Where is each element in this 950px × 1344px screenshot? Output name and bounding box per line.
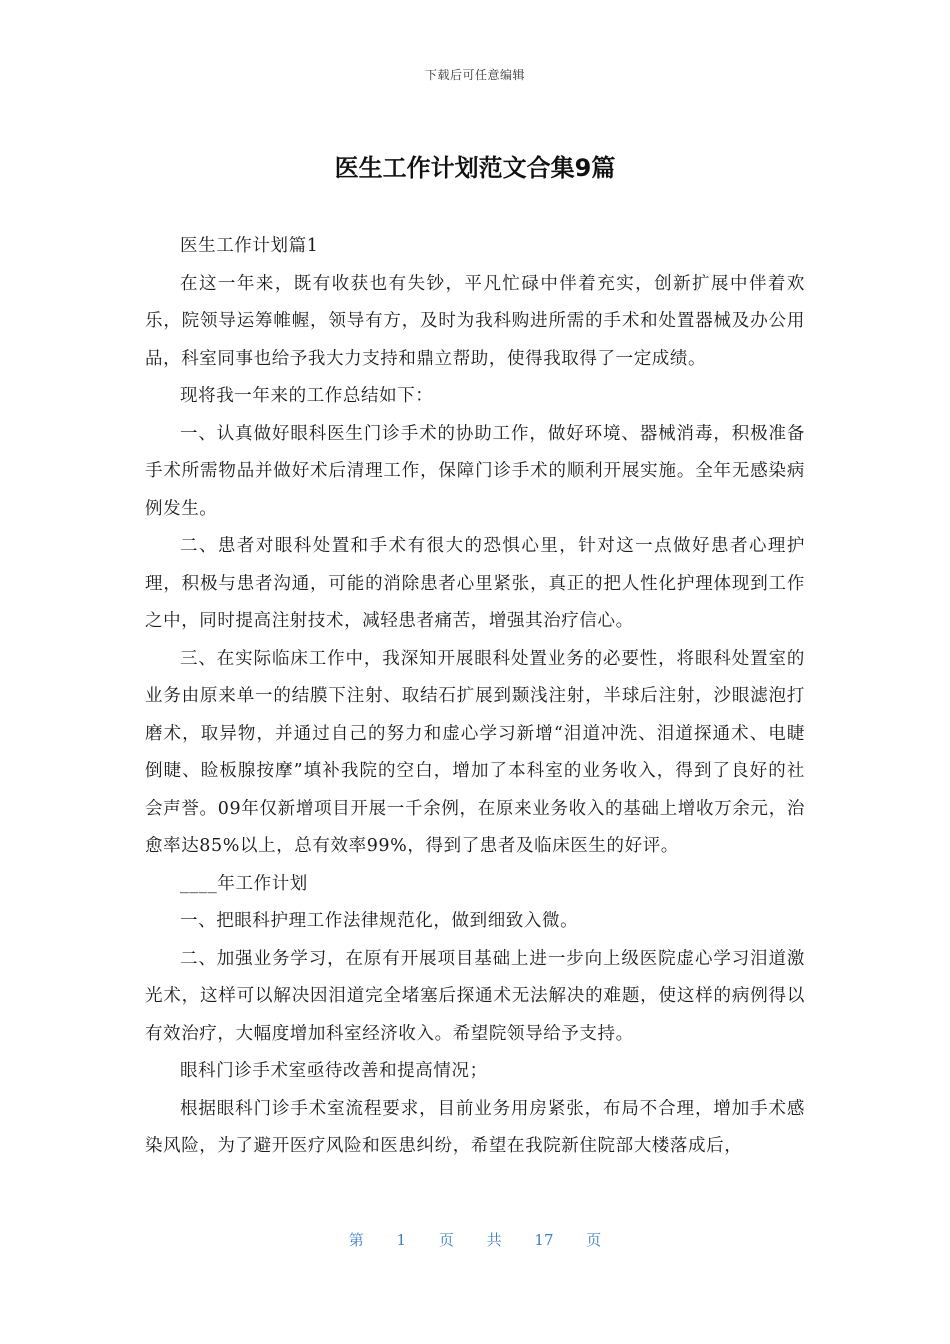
page-total: 17 [534,1231,554,1249]
header-note: 下载后可任意编辑 [424,68,525,82]
page-label: 页 [586,1231,602,1249]
paragraph: 一、认真做好眼科医生门诊手术的协助工作，做好环境、器械消毒，积极准备手术所需物品并做好术后清理工作，保障门诊手术的顺利开展实施。全年无感染病例发生。 [145,423,805,519]
page-label: 页 [438,1231,454,1249]
paragraph: 眼科门诊手术室亟待改善和提高情况； [180,1061,488,1081]
page-label: 第 [348,1231,364,1249]
document-title: 医生工作计划范文合集9篇 [334,154,616,182]
page-label: 共 [486,1231,502,1249]
section-heading: ____年工作计划 [180,873,308,894]
paragraph: 一、把眼科护理工作法律规范化，做到细致入微。 [180,911,579,931]
paragraph: 现将我一年来的工作总结如下： [180,386,434,406]
paragraph: 三、在实际临床工作中，我深知开展眼科处置业务的必要性，将眼科处置室的业务由原来单一的结膜下注射、取结石扩展到颞浅注射，半球后注射，沙眼滤泡打磨术，取异物，并通过自己的努力和虚心学习新增“泪道冲洗、泪道探通术、电睫倒睫、睑板腺按摩”填补我院的空白，增加了本科室的业务收入，得到了良好的社会声誉。09年仅新增项目开展一千余例，在原来业务收入的基础上增收万余元，治愈率达85%以上，总有效率99%，得到了患者及临床医生的好评。 [145,648,805,856]
paragraph: 在这一年来，既有收获也有失钞，平凡忙碌中伴着充实，创新扩展中伴着欢乐，院领导运筹帷幄，领导有方，及时为我科购进所需的手术和处置器械及办公用品，科室同事也给予我大力支持和鼎立帮助，使得我取得了一定成绩。 [145,273,805,369]
document-body [145,228,805,1166]
section-heading: 医生工作计划篇1 [180,236,319,256]
page-number [0,1229,950,1250]
paragraph: 二、患者对眼科处置和手术有很大的恐惧心里，针对这一点做好患者心理护理，积极与患者沟通，可能的消除患者心里紧张，真正的把人性化护理体现到工作之中，同时提高注射技术，减轻患者痛苦，增强其治疗信心。 [145,536,805,631]
paragraph: 根据眼科门诊手术室流程要求，目前业务用房紧张，布局不合理，增加手术感染风险，为了避开医疗风险和医患纠纷，希望在我院新住院部大楼落成后， [145,1098,805,1156]
paragraph: 二、加强业务学习，在原有开展项目基础上进一步向上级医院虚心学习泪道激光术，这样可以解决因泪道完全堵塞后探通术无法解决的难题，使这样的病例得以有效治疗，大幅度增加科室经济收入。希望院领导给予支持。 [145,948,805,1044]
page-current: 1 [396,1231,407,1249]
